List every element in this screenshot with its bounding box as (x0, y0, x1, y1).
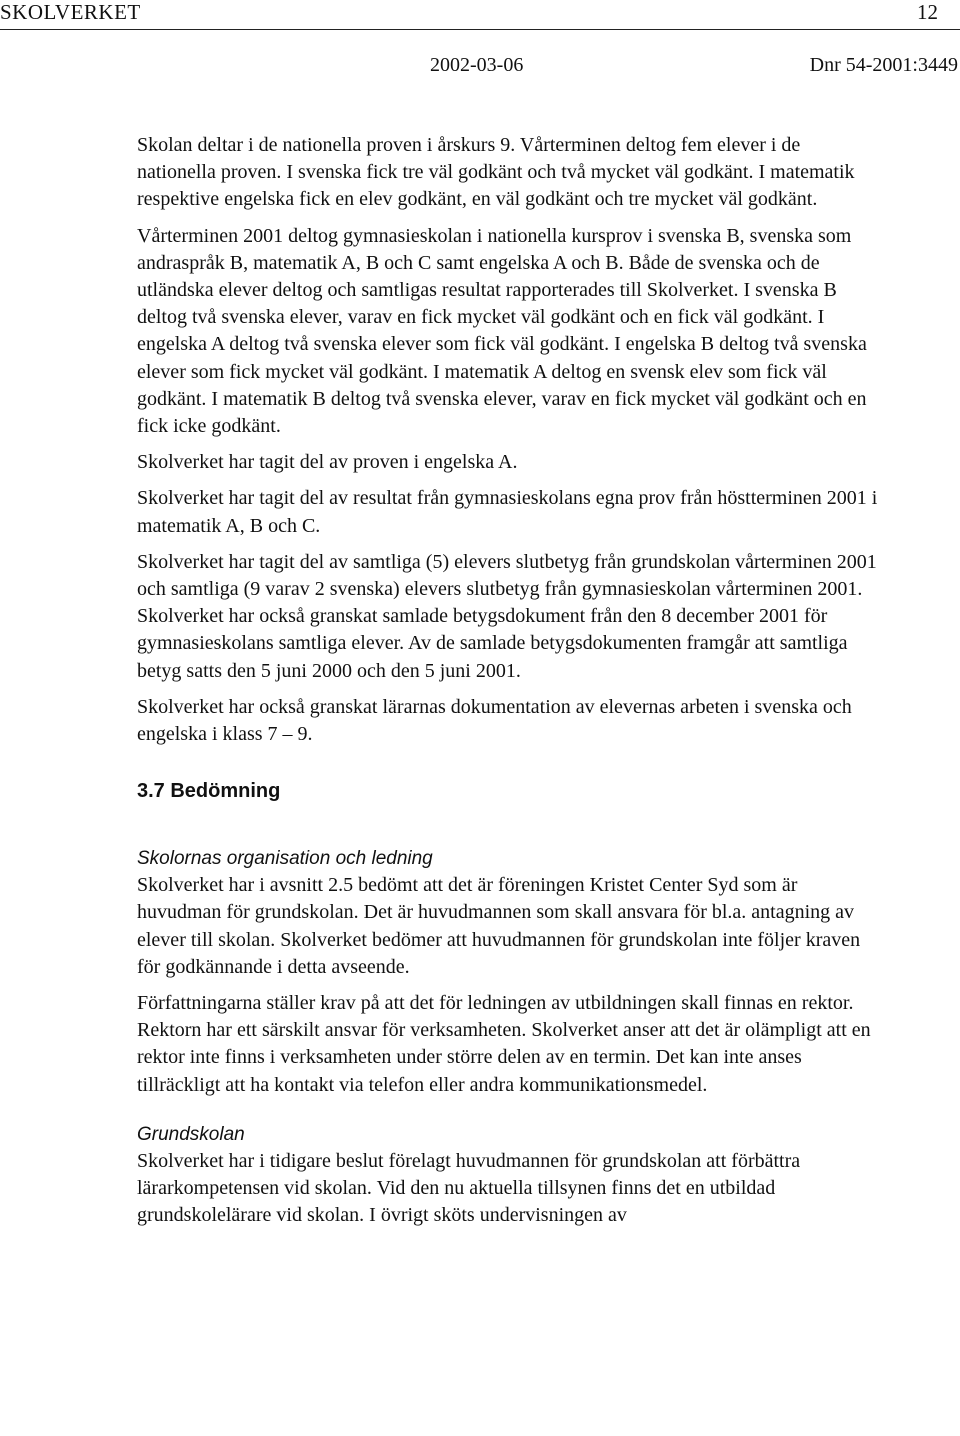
subheading-organisation: Skolornas organisation och ledning (137, 848, 433, 870)
paragraph-final-grades: Skolverket har tagit del av samtliga (5) elevers slutbetyg från grundskolan vårterminen 2001 och samtliga (9 varav 2 svenska) elevers slutbetyg från gymnasieskolan vårterminen 2001. Skolverket har också granskat samlade betygsdokument från den 8 december 2001 för gymnasieskolans samtliga elever. Av de samlade betygsdokumenten framgår att samtliga betyg satts den 5 juni 2000 och den 5 juni 2001. (137, 550, 877, 682)
paragraph-headteacher: Författningarna ställer krav på att det för ledningen av utbildningen skall finnas en rektor. Rektorn har ett särskilt ansvar för verksamheten. Skolverket anser att det är olämpligt att en rektor inte finns i verksamheten under större delen av en termin. Det kan inte anses tillräckligt att ha kontakt via telefon eller andra kommunikationsmedel. (137, 992, 871, 1096)
page-number: 12 (917, 0, 938, 24)
paragraph-national-tests: Skolan deltar i de nationella proven i årskurs 9. Vårterminen deltog fem elever i de nationella proven. I svenska fick tre väl godkänt och två mycket väl godkänt. I matematik respektive engelska fick en elev godkänt, en väl godkänt och tre mycket väl godkänt. (137, 134, 855, 211)
header-divider (0, 29, 960, 30)
paragraph-english-a: Skolverket har tagit del av proven i engelska A. (137, 451, 518, 474)
paragraph-course-tests: Vårterminen 2001 deltog gymnasieskolan i nationella kursprov i svenska B, svenska som andraspråk B, matematik A, B och C samt engelska A och B. Både de svenska och de utländska elever deltog och samtligas resultat rapporterades till Skolverket. I svenska B deltog två svenska elever, varav en fick mycket väl godkänt och en fick väl godkänt. I engelska A deltog två svenska elever som fick väl godkänt. I engelska B deltog två svenska elever som fick mycket väl godkänt. I matematik A deltog en svensk elev som fick väl godkänt. I matematik B deltog två svenska elever, varav en fick mycket väl godkänt och en fick icke godkänt. (137, 224, 867, 438)
section-heading: 3.7 Bedömning (137, 780, 281, 803)
paragraph-math-results: Skolverket har tagit del av resultat från gymnasieskolans egna prov från höstterminen 2001 i matematik A, B och C. (137, 487, 878, 537)
page-header (0, 0, 960, 28)
header-organization: SKOLVERKET (0, 0, 141, 24)
subheading-grundskolan: Grundskolan (137, 1123, 245, 1145)
document-body (137, 132, 882, 1239)
document-reference: Dnr 54-2001:3449 (809, 54, 958, 76)
paragraph-teacher-competence: Skolverket har i tidigare beslut förelagt huvudmannen för grundskolan att förbättra lärarkompetensen vid skolan. Vid den nu aktuella tillsynen finns det en utbildad grundskolelärare vid skolan. I övrigt sköts undervisningen av (137, 1149, 801, 1227)
document-date: 2002-03-06 (430, 54, 524, 76)
paragraph-teacher-documentation: Skolverket har också granskat lärarnas dokumentation av elevernas arbeten i svenska och engelska i klass 7 – 9. (137, 695, 852, 746)
paragraph-principal-organiser: Skolverket har i avsnitt 2.5 bedömt att det är föreningen Kristet Center Syd som är huvudman för grundskolan. Det är huvudmannen som skall ansvara för bl.a. antagning av elever till skolan. Skolverket bedömer att huvudmannen för grundskolan inte följer kraven för godkännande i detta avseende. (137, 874, 861, 978)
